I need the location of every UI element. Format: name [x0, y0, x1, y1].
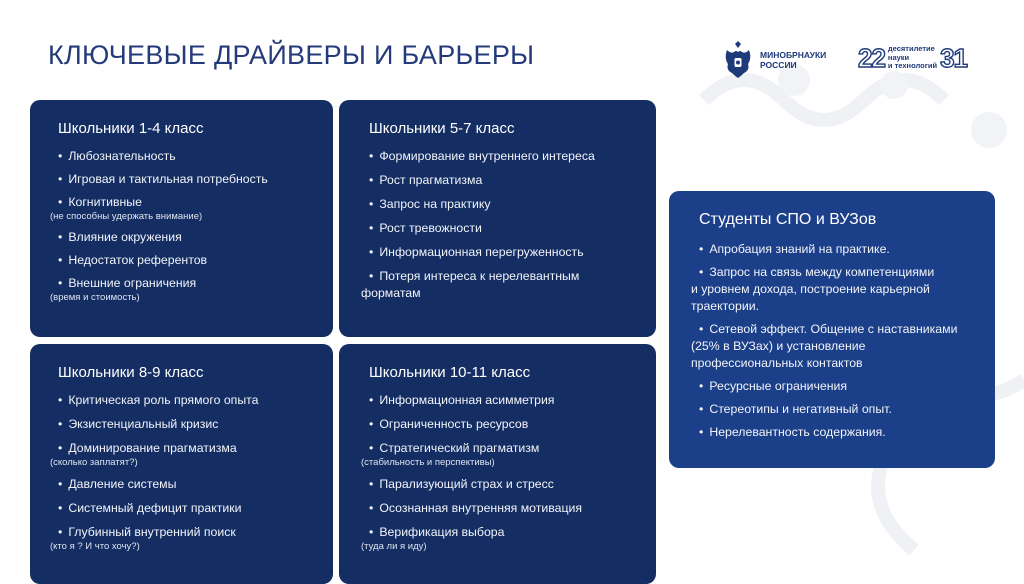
bullet-list — [361, 148, 638, 302]
list-item: • Осознанная внутренняя мотивация — [369, 501, 583, 515]
card-students — [669, 191, 995, 468]
list-item: • Любознательность — [58, 149, 176, 163]
list-item: • Ограниченность ресурсов — [369, 417, 529, 431]
list-item: • Нерелевантность содержания. — [699, 425, 886, 439]
list-item: • Игровая и тактильная потребность — [58, 172, 268, 186]
list-item: • Рост тревожности — [369, 221, 482, 235]
list-item: • Информационная асимметрия — [369, 393, 555, 407]
list-item: • Влияние окружения — [58, 230, 182, 244]
list-item: • Глубинный внутренний поиск (кто я ? И что хочу?) — [58, 524, 313, 553]
ministry-logo — [722, 40, 826, 80]
decade-text-line2: науки — [887, 52, 910, 62]
list-item: • Стратегический прагматизм (стабильность и перспективы) — [369, 440, 638, 469]
list-item: • Запрос на связь между компетенциями и уровнем дохода, построение карьерной траектории. — [699, 264, 977, 315]
list-item: • Системный дефицит практики — [58, 501, 242, 515]
card-title: Студенты СПО и ВУЗов — [699, 211, 877, 228]
list-item: • Критическая роль прямого опыта — [58, 393, 259, 407]
bullet-list — [691, 241, 977, 441]
list-item: • Информационная перегруженность — [369, 245, 584, 259]
decade-start-year: 22 — [858, 43, 885, 73]
card-title: Школьники 5-7 класс — [369, 120, 515, 137]
list-item-continuation: (25% в ВУЗах) и установление профессиональных контактов — [691, 339, 866, 370]
bullet-list — [50, 392, 313, 553]
list-item-note: (не способны удержать внимание) — [50, 211, 203, 222]
card-title: Школьники 1-4 класс — [58, 120, 204, 137]
ministry-name-line1: МИНОБРНАУКИ — [760, 50, 827, 60]
list-item-note: (туда ли я иду) — [361, 541, 427, 552]
decade-text-line1: десятилетие — [887, 44, 935, 54]
list-item: • Сетевой эффект. Общение с наставниками (25% в ВУЗах) и установление профессиональных контактов — [699, 321, 977, 372]
list-item: • Ресурсные ограничения — [699, 379, 848, 393]
bullet-list — [361, 392, 638, 553]
list-item-note: (кто я ? И что хочу?) — [50, 541, 140, 552]
card-grades-1-4 — [30, 100, 333, 337]
page-title: КЛЮЧЕВЫЕ ДРАЙВЕРЫ И БАРЬЕРЫ — [48, 40, 535, 70]
list-item-note: (сколько заплатят?) — [50, 457, 138, 468]
decade-logo — [858, 44, 967, 72]
list-item: • Рост прагматизма — [369, 173, 483, 187]
list-item: • Апробация знаний на практике. — [699, 242, 890, 256]
list-item-continuation: и уровнем дохода, построение карьерной траектории. — [691, 282, 930, 313]
list-item: • Экзистенциальный кризис — [58, 417, 219, 431]
card-title: Школьники 8-9 класс — [58, 364, 204, 381]
list-item-note: (время и стоимость) — [50, 292, 140, 303]
card-grades-8-9 — [30, 344, 333, 584]
bullet-list — [50, 148, 313, 304]
list-item: • Недостаток референтов — [58, 253, 208, 267]
list-item: • Запрос на практику — [369, 197, 491, 211]
list-item: • Доминирование прагматизма (сколько заплатят?) — [58, 440, 313, 469]
decade-end-year: 31 — [940, 43, 967, 73]
list-item-continuation: форматам — [361, 286, 421, 300]
list-item: • Формирование внутреннего интереса — [369, 149, 595, 163]
list-item: • Верификация выбора (туда ли я иду) — [369, 524, 638, 553]
list-item-note: (стабильность и перспективы) — [361, 457, 495, 468]
list-item: • Давление системы — [58, 477, 177, 491]
ministry-name-line2: РОССИИ — [760, 60, 797, 70]
list-item: • Парализующий страх и стресс — [369, 477, 554, 491]
card-grades-10-11 — [339, 344, 656, 584]
card-grades-5-7 — [339, 100, 656, 337]
list-item: • Стереотипы и негативный опыт. — [699, 402, 892, 416]
decade-text-line3: и технологий — [887, 61, 938, 71]
list-item: • Внешние ограничения (время и стоимость) — [58, 275, 313, 304]
list-item: • Когнитивные (не способны удержать внимание) — [58, 194, 313, 223]
list-item: • Потеря интереса к нерелевантным форматам — [369, 268, 638, 302]
card-title: Школьники 10-11 класс — [369, 364, 531, 381]
double-headed-eagle-icon — [722, 40, 754, 80]
